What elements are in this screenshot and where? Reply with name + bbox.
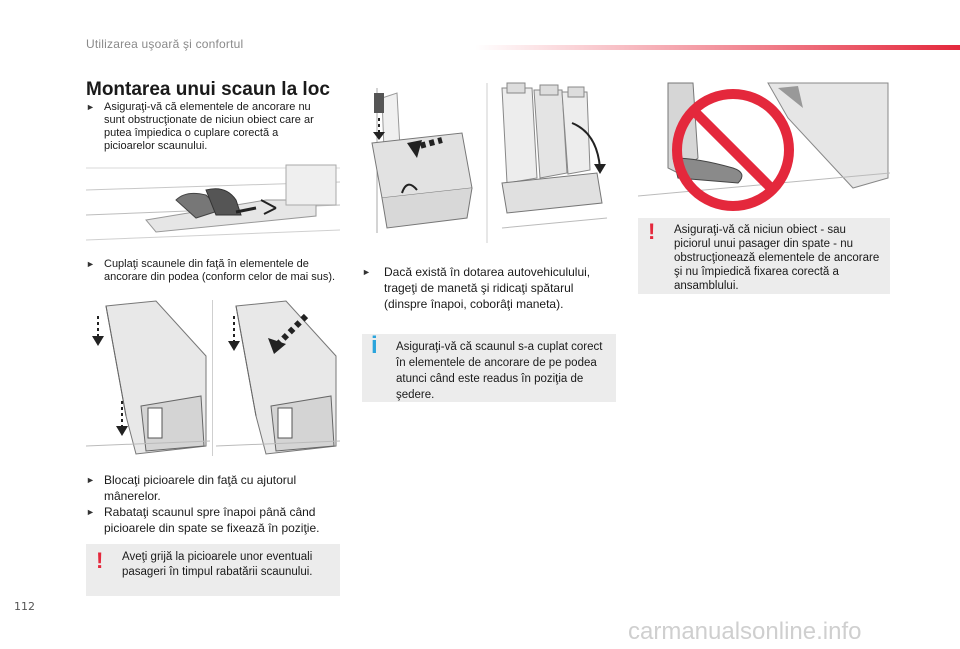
bullet-raise-backrest <box>362 264 616 312</box>
chapter-title: Utilizarea uşoară şi confortul <box>86 37 244 51</box>
warning-text: Asiguraţi-vă că niciun obiect - sau piciorul unui pasager din spate - nu obstrucţionează elementele de ancorare şi nu împiedică fixarea corectă a ansamblului. <box>674 224 880 292</box>
bullet-text: Cuplaţi scaunele din faţă în elementele de ancorare din podea (conform celor de mai sus). <box>104 258 336 283</box>
header-accent-bar <box>475 45 960 50</box>
exclamation-icon: ! <box>648 219 656 244</box>
bullet-text: Blocaţi picioarele din faţă cu ajutorul mânerelor. <box>104 473 297 503</box>
bullet-text: Rabataţi scaunul spre înapoi până când picioarele din spate se fixează în poziţie. <box>104 505 320 535</box>
section-title: Montarea unui scaun la loc <box>86 79 330 100</box>
bullet-text: Asiguraţi-vă că elementele de ancorare nu sunt obstrucţionate de niciun obiect care ar putea împiedica o cuplare corectă a picioarelor scaunului. <box>104 101 314 152</box>
bullet-text: Dacă există în dotarea autovehiculului, trageţi de manetă şi ridicaţi spătarul (dinspre înapoi, coborâţi maneta). <box>384 265 591 311</box>
info-text: Asiguraţi-vă că scaunul s-a cuplat corect în elementele de ancorare de pe podea atunci când este readus în poziţia de şedere. <box>396 341 603 401</box>
arrow-right-icon: ► <box>86 507 95 517</box>
illustration-obstruction-prohibited <box>638 78 890 212</box>
info-box-seat-coupled <box>362 334 616 402</box>
warning-box-feet <box>86 544 340 596</box>
arrow-right-icon: ► <box>86 102 95 112</box>
info-icon: i <box>371 332 378 359</box>
illustration-floor-anchors <box>86 160 340 248</box>
warning-text: Aveţi grijă la picioarele unor eventuali pasageri în timpul rabatării scaunului. <box>122 551 313 578</box>
illustration-seat-lower-left <box>86 296 210 460</box>
arrow-right-icon: ► <box>362 267 371 277</box>
divider <box>212 300 213 456</box>
arrow-right-icon: ► <box>86 475 95 485</box>
page-number: 112 <box>14 600 35 613</box>
watermark: carmanualsonline.info <box>628 618 862 645</box>
warning-box-obstruction <box>638 218 890 294</box>
bullet-check-anchors <box>86 101 331 153</box>
arrow-right-icon: ► <box>86 259 95 269</box>
bullet-fold-back <box>86 504 342 536</box>
illustration-seat-backrest <box>362 78 616 246</box>
bullet-lock-front-legs <box>86 472 342 504</box>
bullet-couple-front <box>86 258 342 284</box>
exclamation-icon: ! <box>96 548 104 573</box>
illustration-seat-lower-right <box>216 296 340 460</box>
